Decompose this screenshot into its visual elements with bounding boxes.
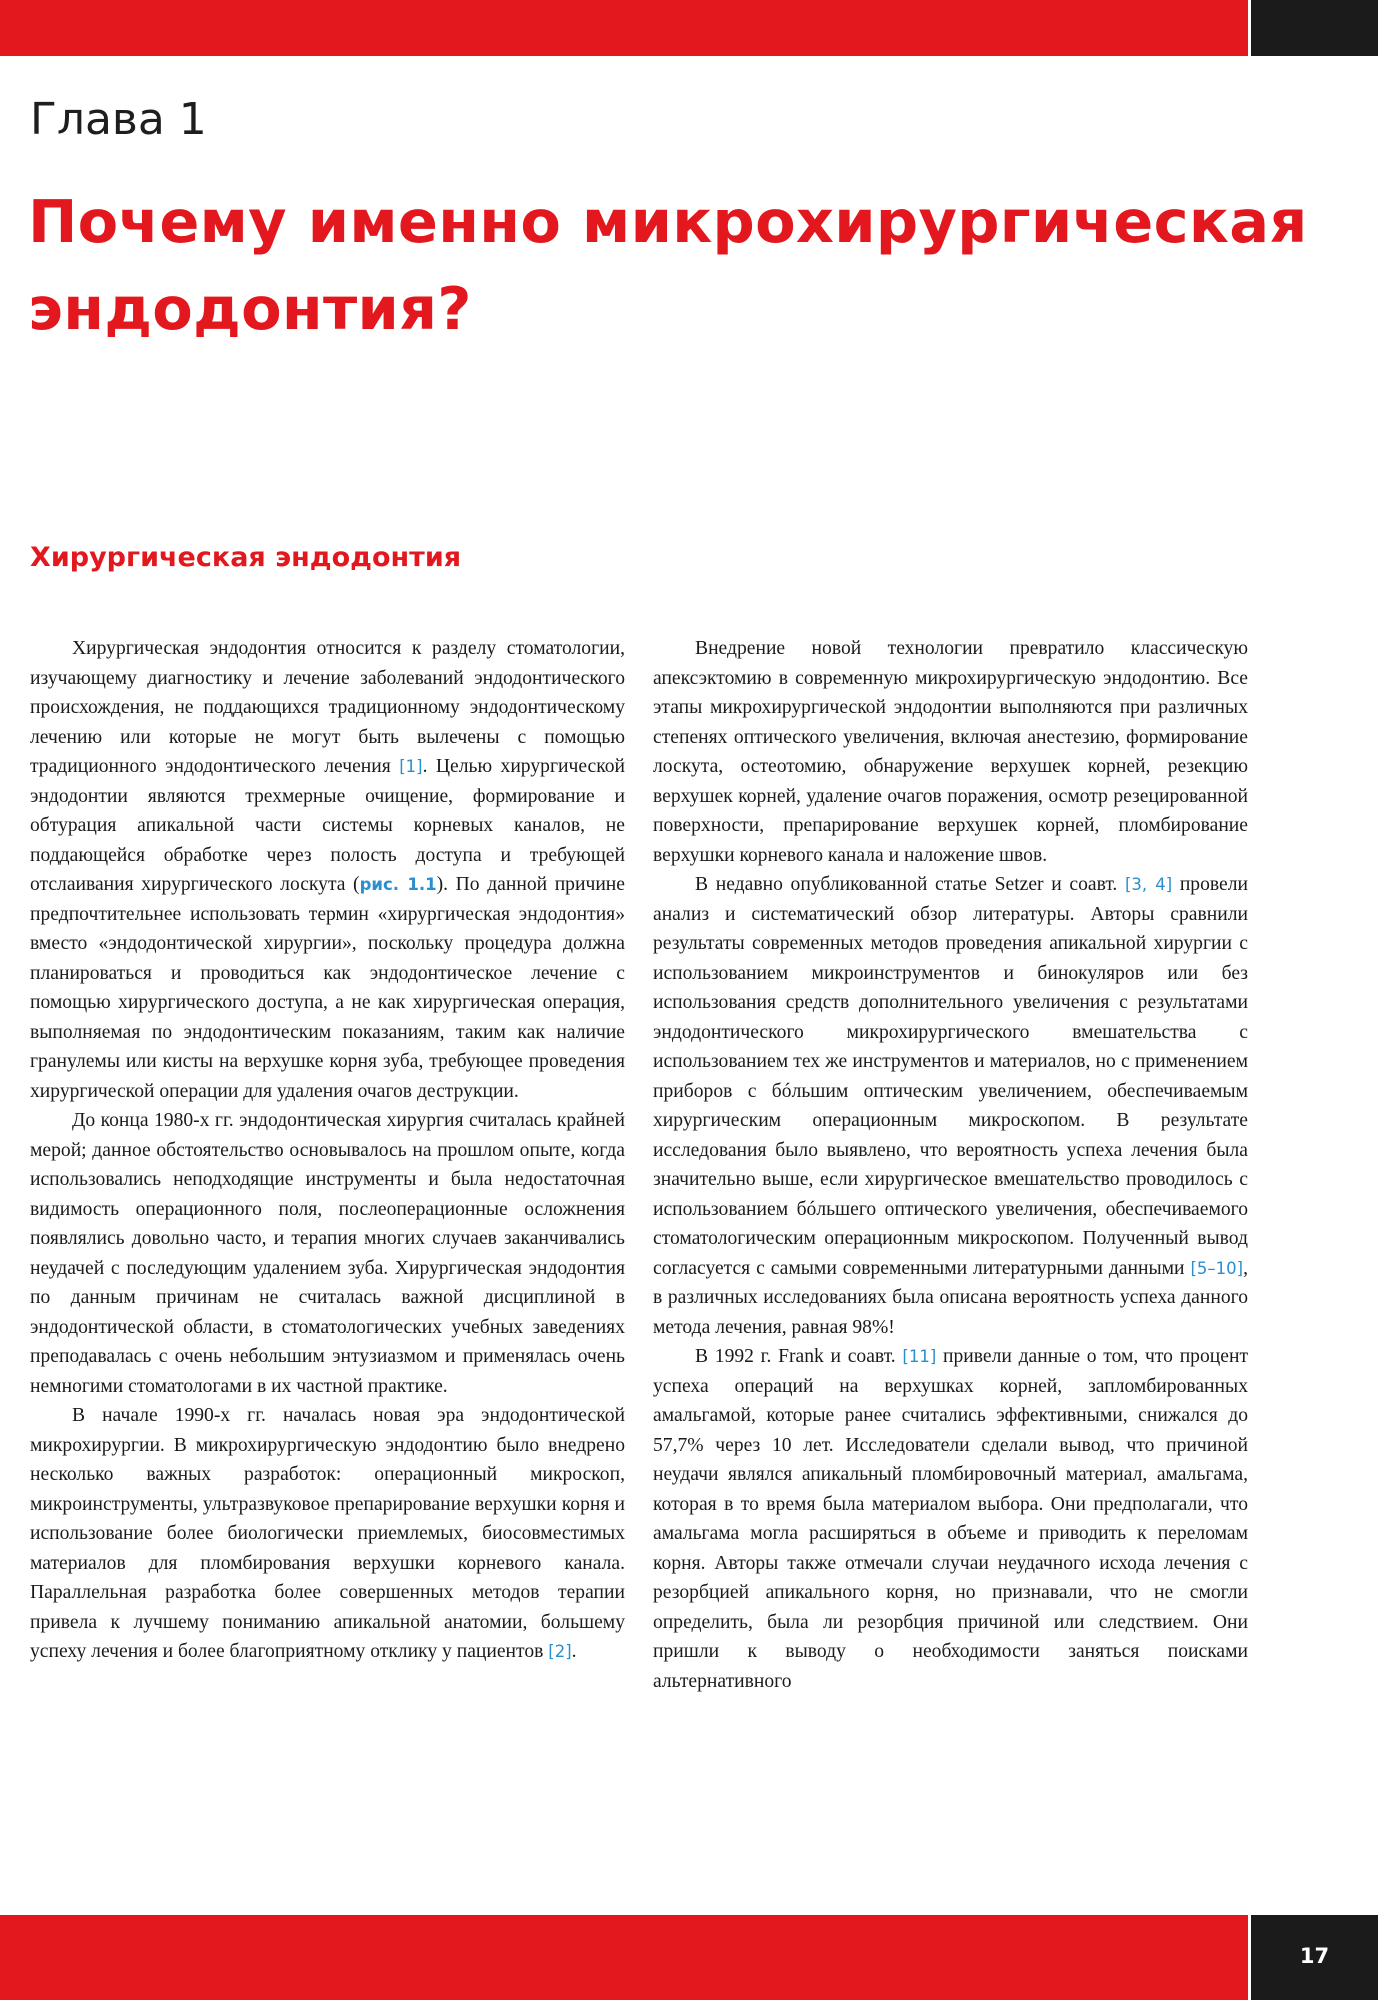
right-text-column	[653, 634, 1248, 1874]
figure-reference-link[interactable]: рис. 1.1	[359, 875, 437, 894]
paragraph: В начале 1990-х гг. началась новая эра эндодонтической микрохирургии. В микрохирургическую эндодонтию было внедрено несколько важных разработок: операционный микроскоп, микроинструменты, ультразвуковое препарирование верхушки корня и использование более биологически приемлемых, биосовместимых материалов для пломбирования верхушки корневого канала. Параллельная разработка более совершенных методов терапии привела к лучшему пониманию апикальной анатомии, большему успеху лечения и более благоприятному отклику у пациентов [2].	[30, 1405, 625, 1662]
chapter-title: Почему именно микрохирургическая эндодонтия?	[28, 187, 1308, 343]
paragraph: Хирургическая эндодонтия относится к разделу стоматологии, изучающему диагностику и лечение заболеваний эндодонтического происхождения, не поддающихся традиционному эндодонтическому лечению или которые не могут быть вылечены с помощью традиционного эндодонтического лечения [1]. Целью хирургической эндодонтии являются трехмерные очищение, формирование и обтурация апикальной части системы корневых каналов, не поддающейся обработке через полость доступа и требующей отслаивания хирургического лоскута (рис. 1.1). По данной причине предпочтительнее использовать термин «хирургическая эндодонтия» вместо «эндодонтической хирургии», поскольку процедура должна планироваться и проводиться как эндодонтическое лечение с помощью хирургического доступа, а не как хирургическая операция, выполняемая по эндодонтическим показаниям, таким как наличие гранулемы или кисты на верхушке корня зуба, требующее проведения хирургической операции для удаления очагов деструкции.	[30, 638, 625, 1102]
section-heading: Хирургическая эндодонтия	[30, 542, 462, 573]
chapter-label: Глава 1	[30, 94, 207, 145]
top-red-band	[0, 0, 1248, 56]
top-black-band	[1251, 0, 1378, 56]
reference-link[interactable]: [2]	[548, 1642, 572, 1661]
paragraph: До конца 1980-х гг. эндодонтическая хирургия считалась крайней мерой; данное обстоятельство основывалось на прошлом опыте, когда использовались неподходящие инструменты и была недостаточная видимость операционного поля, послеоперационные осложнения появлялись довольно часто, и терапия многих случаев заканчивались неудачей с последующим удалением зуба. Хирургическая эндодонтия по данным причинам не считалась важной дисциплиной в эндодонтической области, в стоматологических учебных заведениях преподавалась с очень небольшим энтузиазмом и применялась очень немногими стоматологами в их частной практике.	[30, 1110, 625, 1397]
reference-link[interactable]: [3, 4]	[1125, 875, 1173, 894]
paragraph: В 1992 г. Frank и соавт. [11] привели данные о том, что процент успеха операций на верхушках корней, запломбированных амальгамой, которые ранее считались эффективными, снижался до 57,7% через 10 лет. Исследователи сделали вывод, что причиной неудачи являлся апикальный пломбировочный материал, амальгама, которая в то время была материалом выбора. Они предполагали, что амальгама могла расширяться в объеме и приводить к переломам корня. Авторы также отмечали случаи неудачного исхода лечения с резорбцией апикального корня, но признавали, что не смогли определить, была ли резорбция причиной или следствием. Они пришли к выводу о необходимости заняться поисками альтернативного	[653, 1346, 1248, 1692]
page-number: 17	[1299, 1944, 1330, 1968]
left-text-column	[30, 634, 625, 1874]
paragraph: Внедрение новой технологии превратило классическую апексэктомию в современную микрохирургическую эндодонтию. Все этапы микрохирургической эндодонтии выполняются при различных степенях оптического увеличения, включая анестезию, формирование лоскута, остеотомию, обнаружение верхушек корней, резекцию верхушек корней, удаление очагов поражения, осмотр резецированной поверхности, препарирование верхушек корней, пломбирование верхушки корневого канала и наложение швов.	[653, 638, 1248, 866]
paragraph: В недавно опубликованной статье Setzer и соавт. [3, 4] провели анализ и систематический обзор литературы. Авторы сравнили результаты современных методов проведения апикальной хирургии с использованием микроинструментов и бинокуляров или без использования средств дополнительного увеличения с результатами эндодонтического микрохирургического вмешательства с использованием тех же инструментов и материалов, но с применением приборов с бóльшим оптическим увеличением, обеспечиваемым хирургическим операционным микроскопом. В результате исследования было выявлено, что вероятность успеха лечения была значительно выше, если хирургическое вмешательство проводилось с использованием бóльшего оптического увеличения, обеспечиваемого стоматологическим операционным микроскопом. Полученный вывод согласуется с самыми современными литературными данными [5–10], в различных исследованиях была описана вероятность успеха данного метода лечения, равная 98%!	[653, 874, 1248, 1338]
reference-link[interactable]: [11]	[902, 1347, 937, 1366]
bottom-red-band	[0, 1915, 1248, 2000]
reference-link[interactable]: [1]	[399, 757, 423, 776]
reference-link[interactable]: [5–10]	[1190, 1258, 1244, 1278]
